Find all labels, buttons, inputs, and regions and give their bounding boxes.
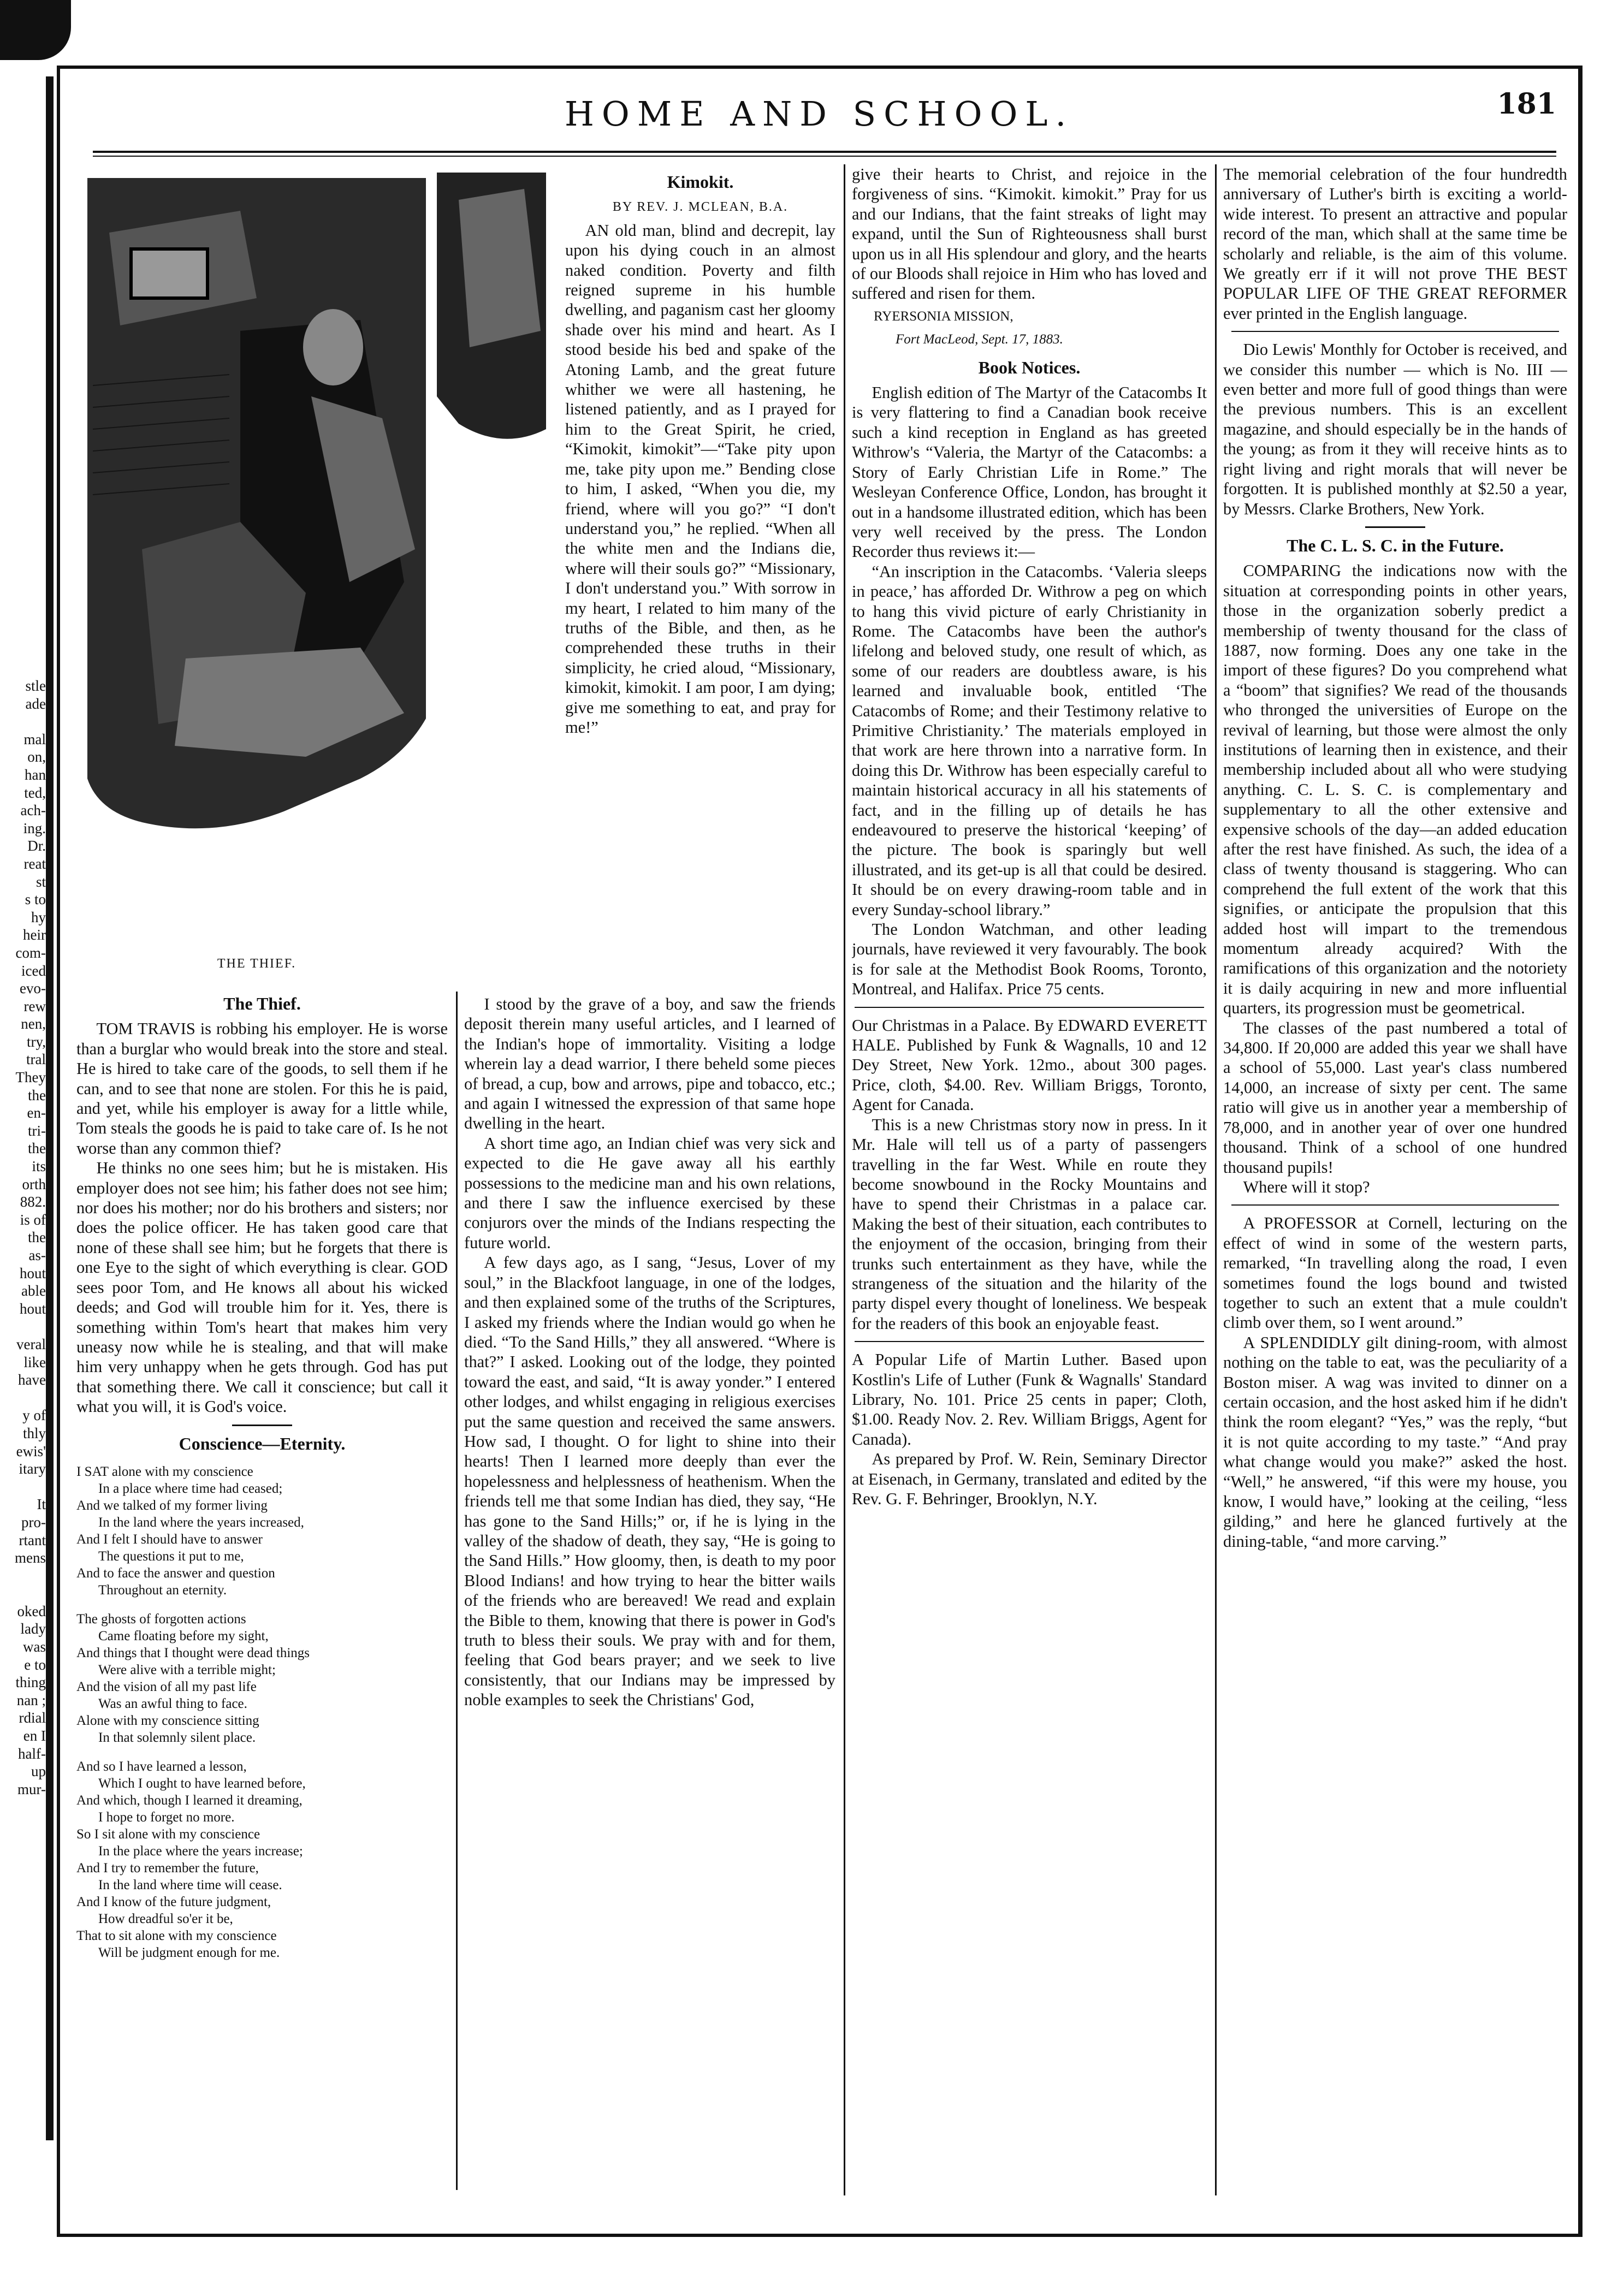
edge-fragment: its bbox=[32, 1158, 46, 1175]
poem-line: Alone with my conscience sitting bbox=[76, 1713, 259, 1728]
poem-line: How dreadful so'er it be, bbox=[98, 1911, 233, 1926]
edge-fragment: ach- bbox=[20, 802, 46, 819]
poem-line: Which I ought to have learned before, bbox=[98, 1776, 306, 1791]
edge-fragment: thly bbox=[22, 1425, 46, 1441]
column-rule bbox=[1215, 164, 1217, 2195]
edge-fragment: nan ; bbox=[16, 1691, 46, 1708]
edge-fragment bbox=[0, 1389, 46, 1407]
thief-paragraph: He thinks no one sees him; but he is mistaken. His employer does not see him; his father does not see him; nor does his mother; nor do his brothers and sisters; nor does the police officer. He has taken good care that none of these shall see him; but he forgets that there is one Eye to the sight of which everything is clear. GOD sees poor Tom, and He knows all about his wicked deeds; and God will trouble him for it. Yes, there is something within Tom's heart that makes him very uneasy now while he is stealing, and that will make him very unhappy when he gets through. God has put that something there. We call it conscience; but call it what you will, it is God's voice. bbox=[76, 1159, 448, 1416]
kimokit-signature-place: Fort MacLeod, Sept. 17, 1883. bbox=[896, 332, 1063, 347]
edge-fragment: han bbox=[25, 766, 46, 783]
poem-line: And which, though I learned it dreaming, bbox=[76, 1793, 303, 1808]
edge-fragment: is of bbox=[20, 1211, 46, 1228]
luther-paragraph: The memorial celebration of the four hundredth anniversary of Luther's birth is exciting a world-wide interest. To present an attractive and popular record of the man, which shall at the same time be scholarly and reliable, is the aim of this volume. We greatly err if it will not prove THE BEST POPULAR LIFE OF THE GREAT REFORMER ever printed in the English language. bbox=[1223, 165, 1567, 323]
edge-fragment: mens bbox=[15, 1550, 46, 1566]
edge-fragment: up bbox=[31, 1763, 46, 1780]
poem-line: I SAT alone with my conscience bbox=[76, 1464, 253, 1479]
section-separator bbox=[232, 1425, 292, 1426]
poem-line: In that solemnly silent place. bbox=[98, 1730, 256, 1745]
edge-fragment: ewis' bbox=[16, 1443, 46, 1459]
edge-fragment: mal bbox=[23, 731, 46, 747]
poem-line: And I know of the future judgment, bbox=[76, 1894, 271, 1909]
edge-fragment: It bbox=[37, 1496, 46, 1513]
notice-paragraph: As prepared by Prof. W. Rein, Seminary Director at Eisenach, in Germany, translated and edited by the Rev. G. F. Behringer, Brooklyn, N.Y. bbox=[852, 1450, 1207, 1508]
column-rule bbox=[456, 992, 458, 2190]
edge-fragment: en- bbox=[27, 1105, 46, 1121]
poem-line: And we talked of my former living bbox=[76, 1498, 268, 1513]
poem-line: That to sit alone with my conscience bbox=[76, 1928, 277, 1943]
conscience-title: Conscience—Eternity. bbox=[179, 1433, 346, 1453]
section-separator bbox=[1365, 526, 1425, 528]
kimokit-byline: BY REV. J. MCLEAN, B.A. bbox=[612, 200, 789, 215]
poem-line: In the place where the years increase; bbox=[98, 1843, 303, 1859]
kimokit-title: Kimokit. bbox=[667, 172, 734, 192]
edge-fragment: as- bbox=[28, 1247, 46, 1263]
edge-fragment: 882. bbox=[20, 1194, 46, 1210]
poem-line: In a place where time had ceased; bbox=[98, 1481, 283, 1496]
edge-fragment: able bbox=[21, 1283, 46, 1299]
edge-fragment: on, bbox=[27, 749, 46, 765]
edge-fragment: ing. bbox=[23, 820, 46, 836]
edge-fragment: s to bbox=[25, 891, 46, 908]
edge-fragment: reat bbox=[23, 855, 46, 872]
edge-fragment: the bbox=[28, 1140, 46, 1157]
notice-paragraph: “An inscription in the Catacombs. ‘Valeria sleeps in peace,’ has afforded Dr. Withrow a peg on which to hang this vivid picture of early Christianity in Rome. The Catacombs have been the author's lifelong and beloved study, one result of which, as some of our readers are doubtless aware, is his learned and invaluable book, entitled ‘The Catacombs of Rome; and their Testimony relative to Primitive Christianity.’ The materials employed in that work are here thrown into a narrative form. In doing this Dr. Withrow has been especially careful to maintain historical accuracy in all his statements of fact, and in the filling up of details he has endeavoured to preserve the historical ‘keeping’ of the picture. The book is sparingly but well illustrated, and its get-up is all that could be desired. It should be on every drawing-room table and in every Sunday-school library.” bbox=[852, 562, 1207, 919]
binding-edge bbox=[46, 76, 54, 2140]
edge-fragment bbox=[0, 713, 46, 731]
edge-fragment: rdial bbox=[19, 1710, 46, 1726]
thief-title: The Thief. bbox=[223, 994, 301, 1013]
edge-fragment: veral bbox=[16, 1336, 46, 1352]
poem-line: Will be judgment enough for me. bbox=[98, 1945, 280, 1960]
kimokit-wrap bbox=[565, 164, 835, 994]
kimokit-paragraph: A few days ago, as I sang, “Jesus, Lover of my soul,” in the Blackfoot language, in one of the lodges, and then explained some of the truths of the Scriptures, I asked my friends where the Indian would go when he died. “To the Sand Hills,” they all answered. “Where is that?” I asked. Looking out of the lodge, they pointed toward the east, and said, “It is away yonder.” I entered other lodges, and whilst engaging in religious exercises put the same question and received the same answers. How sad, I thought. O for light to shine into their hearts! Then I learned more deeply than ever the hopelessness and helplessness of heathenism. When the friends tell me that some Indian has died, they say, “He has gone to the Sand Hills;” or, if he is lying in the valley of the shadow of death, they say, “He is going to the Sand Hills.” How gloomy, then, is death to my poor Blood Indians! and how trying to hear the bitter wails of the friends who are bereaved! We read and explain the Bible to them, knowing that there is power in God's truth to bless their souls. We pray with and for them, feeling that God bears prayer; and we seek to live consistently, that our Indians may be impressed by noble examples to seek the Christians' God, bbox=[464, 1253, 835, 1710]
edge-fragment: rtant bbox=[19, 1532, 46, 1548]
kimokit-paragraph: I stood by the grave of a boy, and saw the friends deposit therein many useful articles, and I learned of the Indian's hope of immortality. Visiting a lodge wherein lay a dead warrior, I there beheld some pieces of bread, a cup, bow and arrows, pipe and tobacco, etc.; and again I witnessed the expression of that same hope dwelling in the heart. bbox=[464, 995, 835, 1133]
poem-stanza bbox=[76, 1463, 448, 1599]
edge-fragment: mur- bbox=[17, 1780, 46, 1797]
poem-line: Throughout an eternity. bbox=[98, 1582, 227, 1598]
poem-line: And I try to remember the future, bbox=[76, 1860, 259, 1875]
notice-paragraph: The London Watchman, and other leading journals, have reviewed it very favourably. The book is for sale at the Methodist Book Rooms, Toronto, Montreal, and Halifax. Price 75 cents. bbox=[852, 920, 1207, 999]
poem-line: The questions it put to me, bbox=[98, 1548, 244, 1564]
clsc-title: The C. L. S. C. in the Future. bbox=[1287, 535, 1504, 555]
edge-fragment: have bbox=[18, 1372, 46, 1388]
thief-illustration bbox=[76, 167, 546, 948]
clsc-paragraph: COMPARING the indications now with the situation at corresponding points in other years, those in the organization soberly predict a membership of twenty thousand for the class of 1887, now forming. Does any one take in the import of these figures? Do you comprehend what a “boom” that signifies? We read of the thousands who thronged the universities of Europe on the revival of learning, but those were almost the only institutions of learning then in existence, and their membership included about all who were studying anything. C. L. S. C. is complementary and supplementary to all the other extensive and expensive schools of the day—an added education after the rest have finished. As such, the idea of a class of twenty thousand is staggering. Who can comprehend the full extent of the work that this signifies, or anticipate the propulsion that this added host will impart to the tremendous momentum already acquired? With the ramifications of this organization and the notoriety it is daily acquiring in new and more influential quarters, its progression must be geometrical. bbox=[1223, 561, 1567, 1018]
edge-fragment: itary bbox=[19, 1461, 46, 1477]
poem-line: The ghosts of forgotten actions bbox=[76, 1611, 246, 1627]
notice-paragraph: A Popular Life of Martin Luther. Based upon Kostlin's Life of Luther (Funk & Wagnalls' Standard Library, No. 101. Price 25 cents in paper; Cloth, $1.00. Ready Nov. 2. Rev. William Briggs, Agent for Canada). bbox=[852, 1350, 1207, 1449]
edge-fragment: rew bbox=[23, 998, 46, 1014]
edge-fragment: orth bbox=[22, 1176, 46, 1192]
newspaper-page bbox=[57, 66, 1582, 2237]
column-rule bbox=[844, 164, 845, 2195]
column-4 bbox=[1223, 164, 1567, 2190]
edge-fragment: ted, bbox=[24, 784, 46, 801]
conscience-poem bbox=[76, 1463, 448, 1961]
edge-fragment bbox=[0, 1478, 46, 1496]
notice-paragraph: Our Christmas in a Palace. By EDWARD EVERETT HALE. Published by Funk & Wagnalls, 10 and 12 Dey Street, New York. 12mo., about 300 pages. Price, cloth, $4.00. Rev. William Briggs, Toronto, Agent for Canada. bbox=[852, 1016, 1207, 1114]
column-2 bbox=[464, 994, 835, 2190]
edge-fragment bbox=[0, 1567, 46, 1585]
poem-line: Were alive with a terrible might; bbox=[98, 1662, 276, 1677]
edge-fragment: ade bbox=[25, 695, 46, 712]
edge-fragment: y of bbox=[22, 1407, 46, 1424]
edge-fragment: lady bbox=[20, 1621, 46, 1637]
edge-fragment: nen, bbox=[21, 1016, 46, 1032]
binding-shadow bbox=[0, 0, 71, 60]
edge-fragment: the bbox=[28, 1087, 46, 1103]
poem-line: And the vision of all my past life bbox=[76, 1679, 257, 1694]
poem-line: And I felt I should have to answer bbox=[76, 1532, 263, 1547]
poem-stanza bbox=[76, 1611, 448, 1746]
edge-fragment: like bbox=[23, 1354, 46, 1370]
poem-line: Came floating before my sight, bbox=[98, 1628, 269, 1643]
edge-fragment: half- bbox=[18, 1745, 46, 1762]
poem-line: So I sit alone with my conscience bbox=[76, 1826, 260, 1842]
thief-paragraph: TOM TRAVIS is robbing his employer. He is worse than a burglar who would break into the store and steal. He is hired to take care of the goods, to sell them if he can, and to see that none are stolen. For this he is paid, and yet, while his employer is away for a little while, Tom steals the goods he is paid to take care of. Is he not worse than any common thief? bbox=[76, 1019, 448, 1158]
edge-fragment: They bbox=[15, 1069, 46, 1086]
edge-fragment: try, bbox=[27, 1033, 46, 1050]
edge-fragment: tral bbox=[26, 1051, 46, 1068]
edge-fragment: Dr. bbox=[27, 838, 46, 854]
miser-paragraph: A SPLENDIDLY gilt dining-room, with almost nothing on the table to eat, was the peculiarity of a Boston miser. A wag was invited to dinner on a certain occasion, and the host asked him if he didn't think the room elegant? “Yes,” was the reply, “but it is not quite according to my taste.” “And pray what change would you make?” asked the host. “Well,” he answered, “if this were my house, you know, I would have,” looking at the ceiling, “less gilding,” and here he glanced furtively at the dining-table, “and more carving.” bbox=[1223, 1333, 1567, 1551]
illustration-caption: THE THIEF. bbox=[217, 957, 297, 971]
poem-line: In the land where the years increased, bbox=[98, 1515, 304, 1530]
column-3 bbox=[852, 164, 1207, 2190]
kimokit-paragraph: give their hearts to Christ, and rejoice in the forgiveness of sins. “Kimokit. kimokit.” Pray for us and our Indians, that the faint streaks of light may expand, until the Sun of Righteousness shall burst upon us in all His splendour and glory, and the hearts of our Bloods shall rejoice in Him who has loved and suffered and risen for them. bbox=[852, 165, 1207, 303]
edge-fragment: pro- bbox=[21, 1514, 46, 1530]
professor-paragraph: A PROFESSOR at Cornell, lecturing on the effect of wind in some of the western parts, remarked, “In travelling along the road, I even sometimes found the logs bound and twisted together to such an extent that a mule couldn't climb over them, so I went around.” bbox=[1223, 1214, 1567, 1332]
clsc-paragraph: The classes of the past numbered a total of 34,800. If 20,000 are added this year we shall have a school of 55,000. Last year's class numbered 14,000, an increase of sixty per cent. The same ratio will give us in another year a membership of 78,000, and in another year of over one hundred thousand. Think of a school of one hundred thousand pupils! bbox=[1223, 1018, 1567, 1177]
edge-fragment: tri- bbox=[28, 1122, 46, 1139]
edge-fragment: thing bbox=[15, 1674, 46, 1691]
kimokit-paragraph: A short time ago, an Indian chief was very sick and expected to die He gave away all his earthly possessions to the medicine man and his own relations, and there I saw the influence exercised by these conjurors over the minds of the Indians respecting the future world. bbox=[464, 1133, 835, 1252]
notice-paragraph: English edition of The Martyr of the Catacombs It is very flattering to find a Canadian book receive such a kind reception in England as has greeted Withrow's “Valeria, the Martyr of the Catacombs: a Story of Early Christian Life in Rome.” The Wesleyan Conference Office, London, has brought it out in a handsome illustrated edition, which has been very well received by the press. The London Recorder thus reviews it:— bbox=[852, 383, 1207, 561]
header-rule bbox=[93, 151, 1556, 157]
edge-fragment bbox=[0, 1317, 46, 1336]
poem-line: And to face the answer and question bbox=[76, 1565, 275, 1581]
notice-paragraph: This is a new Christmas story now in press. In it Mr. Hale will tell us of a party of passengers travelling in the far West. While en route they become snowbound in the Rocky Mountains and have to spend their Christmas in a palace car. Making the best of their situation, each contributes to the enjoyment of the occasion, bringing from their trunks such entertainment as they have, while the strangeness of the situation and the hilarity of the party dispel every thought of loneliness. We bespeak for the readers of this book an enjoyable feast. bbox=[852, 1115, 1207, 1333]
edge-fragment: en I bbox=[23, 1728, 46, 1744]
column-1 bbox=[76, 986, 448, 2190]
poem-line: In the land where time will cease. bbox=[98, 1877, 282, 1892]
kimokit-signature: RYERSONIA MISSION, bbox=[874, 308, 1013, 324]
masthead-title: HOME AND SCHOOL. bbox=[564, 94, 1074, 134]
page-header bbox=[60, 69, 1578, 151]
clsc-paragraph: Where will it stop? bbox=[1243, 1177, 1370, 1196]
edge-fragment: com- bbox=[15, 944, 46, 961]
section-separator bbox=[1231, 331, 1559, 332]
dio-lewis-paragraph: Dio Lewis' Monthly for October is received, and we consider this number — which is No. III — even better and more full of good things than were the previous numbers. This is an excellent magazine, and should especially be in the hands of the young; as from it they will receive hints as to right living and right morals that will never be forgotten. It is published monthly at $2.50 a year, by Messrs. Clarke Brothers, New York. bbox=[1223, 340, 1567, 518]
poem-stanza bbox=[76, 1758, 448, 1961]
poem-line: Was an awful thing to face. bbox=[98, 1696, 247, 1711]
book-notices-title: Book Notices. bbox=[978, 357, 1081, 377]
poem-line: And things that I thought were dead things bbox=[76, 1645, 310, 1660]
section-separator bbox=[855, 1341, 1204, 1342]
edge-fragment: heir bbox=[23, 927, 46, 943]
edge-fragment bbox=[0, 1584, 46, 1602]
edge-fragment: hout bbox=[19, 1265, 46, 1281]
edge-fragment: st bbox=[35, 873, 46, 890]
edge-fragment: was bbox=[23, 1639, 46, 1655]
edge-fragment: iced bbox=[21, 962, 46, 979]
edge-fragment: evo- bbox=[20, 980, 46, 997]
edge-fragment: oked bbox=[17, 1602, 46, 1619]
poem-line: And so I have learned a lesson, bbox=[76, 1759, 247, 1774]
edge-fragment: hy bbox=[31, 909, 46, 925]
edge-fragment: the bbox=[28, 1229, 46, 1246]
poem-line: I hope to forget no more. bbox=[98, 1809, 235, 1825]
facing-page-edge-text bbox=[0, 677, 46, 1798]
page-number: 181 bbox=[1497, 87, 1556, 121]
section-separator bbox=[855, 1007, 1204, 1008]
section-separator bbox=[1231, 1204, 1559, 1206]
kimokit-paragraph: AN old man, blind and decrepit, lay upon his dying couch in an almost naked condition. Poverty and filth reigned supreme in his humble dwelling, and paganism cast her gloomy shade over his mind and heart. As I stood beside his bed and spake of the Atoning Lamb, and the great future whither we were all hastening, he listened patiently, and as I prayed for him to the Great Spirit, he cried, “Kimokit, kimokit”—“Take pity upon me, take pity upon me.” Bending close to him, I asked, “When you die, my friend, where will you go?” “I don't understand you,” he replied. “When all the white men and the Indians die, where will their souls go?” “Missionary, I don't understand you.” With sorrow in my heart, I related to him many of the truths of the Bible, and then, as he comprehended these truths in their simplicity, he cried aloud, “Missionary, kimokit, kimokit. I am poor, I am dying; give me something to eat, and pray for me!” bbox=[565, 221, 835, 737]
edge-fragment: e to bbox=[24, 1656, 46, 1673]
edge-fragment: hout bbox=[19, 1300, 46, 1317]
edge-fragment: stle bbox=[25, 678, 46, 694]
